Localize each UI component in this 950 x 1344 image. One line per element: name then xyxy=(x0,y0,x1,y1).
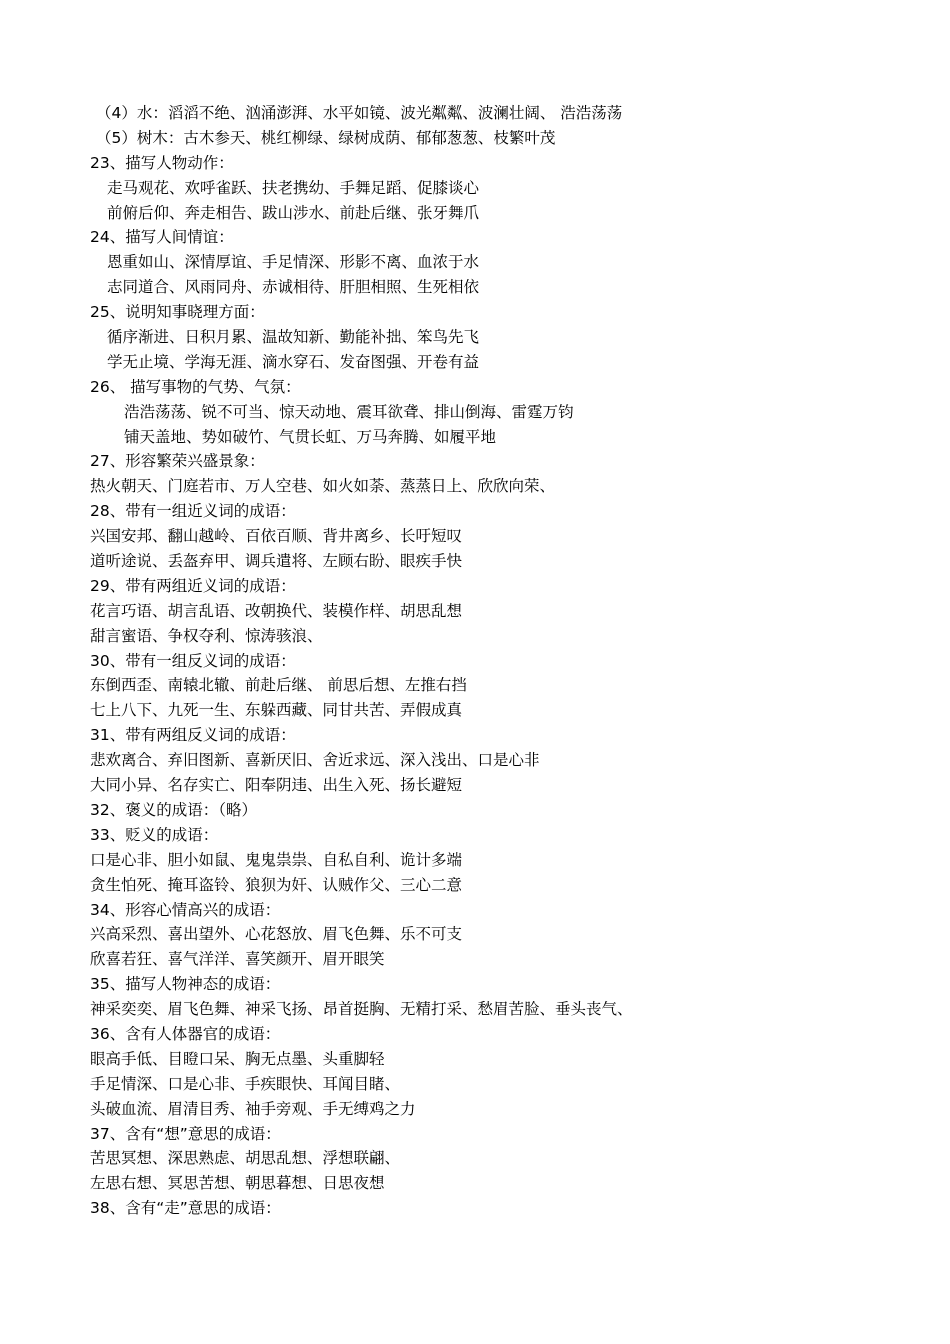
idiom-list-line: 悲欢离合、弃旧图新、喜新厌旧、舍近求远、深入浅出、口是心非 xyxy=(90,751,540,770)
section-heading: 28、带有一组近义词的成语： xyxy=(90,502,296,521)
section-heading: 33、贬义的成语： xyxy=(90,825,219,844)
section-heading: 38、含有“走”意思的成语： xyxy=(90,1199,281,1218)
idiom-list-line: 恩重如山、深情厚谊、手足情深、形影不离、血浓于水 xyxy=(107,253,480,272)
idiom-list-line: 热火朝天、门庭若市、万人空巷、如火如荼、蒸蒸日上、欣欣向荣、 xyxy=(90,477,556,496)
section-heading: 36、含有人体器官的成语： xyxy=(90,1024,281,1043)
idiom-list-line: 走马观花、欢呼雀跃、扶老携幼、手舞足蹈、促膝谈心 xyxy=(107,178,480,197)
idiom-list-line: 志同道合、风雨同舟、赤诚相待、肝胆相照、生死相依 xyxy=(107,278,480,297)
idiom-list-line: 兴国安邦、翻山越岭、百依百顺、背井离乡、长吁短叹 xyxy=(90,527,463,546)
idiom-list-line: 头破血流、眉清目秀、袖手旁观、手无缚鸡之力 xyxy=(90,1099,416,1118)
section-heading: 26、 描写事物的气势、气氛： xyxy=(90,377,301,396)
document-body xyxy=(90,101,910,1221)
idiom-list-line: 左思右想、冥思苦想、朝思暮想、日思夜想 xyxy=(90,1174,385,1193)
idiom-list-line: 神采奕奕、眉飞色舞、神采飞扬、昂首挺胸、无精打采、愁眉苦脸、垂头丧气、 xyxy=(90,1000,633,1019)
idiom-list-line: 苦思冥想、深思熟虑、胡思乱想、浮想联翩、 xyxy=(90,1149,401,1168)
idiom-list-line: 前俯后仰、奔走相告、跋山涉水、前赴后继、张牙舞爪 xyxy=(107,203,480,222)
idiom-list-line: 贪生怕死、掩耳盗铃、狼狈为奸、认贼作父、三心二意 xyxy=(90,875,463,894)
idiom-list-line: 学无止境、学海无涯、滴水穿石、发奋图强、开卷有益 xyxy=(107,352,480,371)
idiom-list-line: 手足情深、口是心非、手疾眼快、耳闻目睹、 xyxy=(90,1074,401,1093)
idiom-list-line: 兴高采烈、喜出望外、心花怒放、眉飞色舞、乐不可支 xyxy=(90,925,463,944)
section-heading: 34、形容心情高兴的成语： xyxy=(90,900,281,919)
idiom-list-line: 眼高手低、目瞪口呆、胸无点墨、头重脚轻 xyxy=(90,1049,385,1068)
idiom-list-line: 道听途说、丢盔弃甲、调兵遣将、左顾右盼、眼疾手快 xyxy=(90,552,463,571)
idiom-list-line: 七上八下、九死一生、东躲西藏、同甘共苦、弄假成真 xyxy=(90,701,463,720)
section-heading: 32、褒义的成语：（略） xyxy=(90,800,257,819)
idiom-list-line: 欣喜若狂、喜气洋洋、喜笑颜开、眉开眼笑 xyxy=(90,950,385,969)
section-heading: 25、说明知事晓理方面： xyxy=(90,303,265,322)
idiom-list-line: 大同小异、名存实亡、阳奉阴违、出生入死、扬长避短 xyxy=(90,776,463,795)
section-heading: 37、含有“想”意思的成语： xyxy=(90,1124,281,1143)
section-heading: 24、描写人间情谊： xyxy=(90,228,234,247)
section-heading: 27、形容繁荣兴盛景象： xyxy=(90,452,265,471)
section-heading: （4）水：滔滔不绝、汹涌澎湃、水平如镜、波光粼粼、波澜壮阔、 浩浩荡荡 xyxy=(96,104,623,122)
idiom-list-line: 浩浩荡荡、锐不可当、惊天动地、震耳欲聋、排山倒海、雷霆万钧 xyxy=(124,402,574,421)
idiom-list-line: 东倒西歪、南辕北辙、前赴后继、 前思后想、左推右挡 xyxy=(90,676,467,695)
idiom-list-line: 甜言蜜语、争权夺利、惊涛骇浪、 xyxy=(90,626,323,645)
idiom-list-line: 铺天盖地、势如破竹、气贯长虹、万马奔腾、如履平地 xyxy=(124,427,497,446)
section-heading: 30、带有一组反义词的成语： xyxy=(90,651,296,670)
section-heading: 23、描写人物动作： xyxy=(90,153,234,172)
section-heading: 29、带有两组近义词的成语： xyxy=(90,576,296,595)
idiom-list-line: 口是心非、胆小如鼠、鬼鬼祟祟、自私自利、诡计多端 xyxy=(90,850,463,869)
section-heading: 35、描写人物神态的成语： xyxy=(90,975,281,994)
section-heading: 31、带有两组反义词的成语： xyxy=(90,726,296,745)
idiom-list-line: 循序渐进、日积月累、温故知新、勤能补拙、笨鸟先飞 xyxy=(107,328,480,347)
idiom-list-line: 花言巧语、胡言乱语、改朝换代、装模作样、胡思乱想 xyxy=(90,601,463,620)
section-heading: （5）树木：古木参天、桃红柳绿、绿树成荫、郁郁葱葱、枝繁叶茂 xyxy=(96,128,556,147)
